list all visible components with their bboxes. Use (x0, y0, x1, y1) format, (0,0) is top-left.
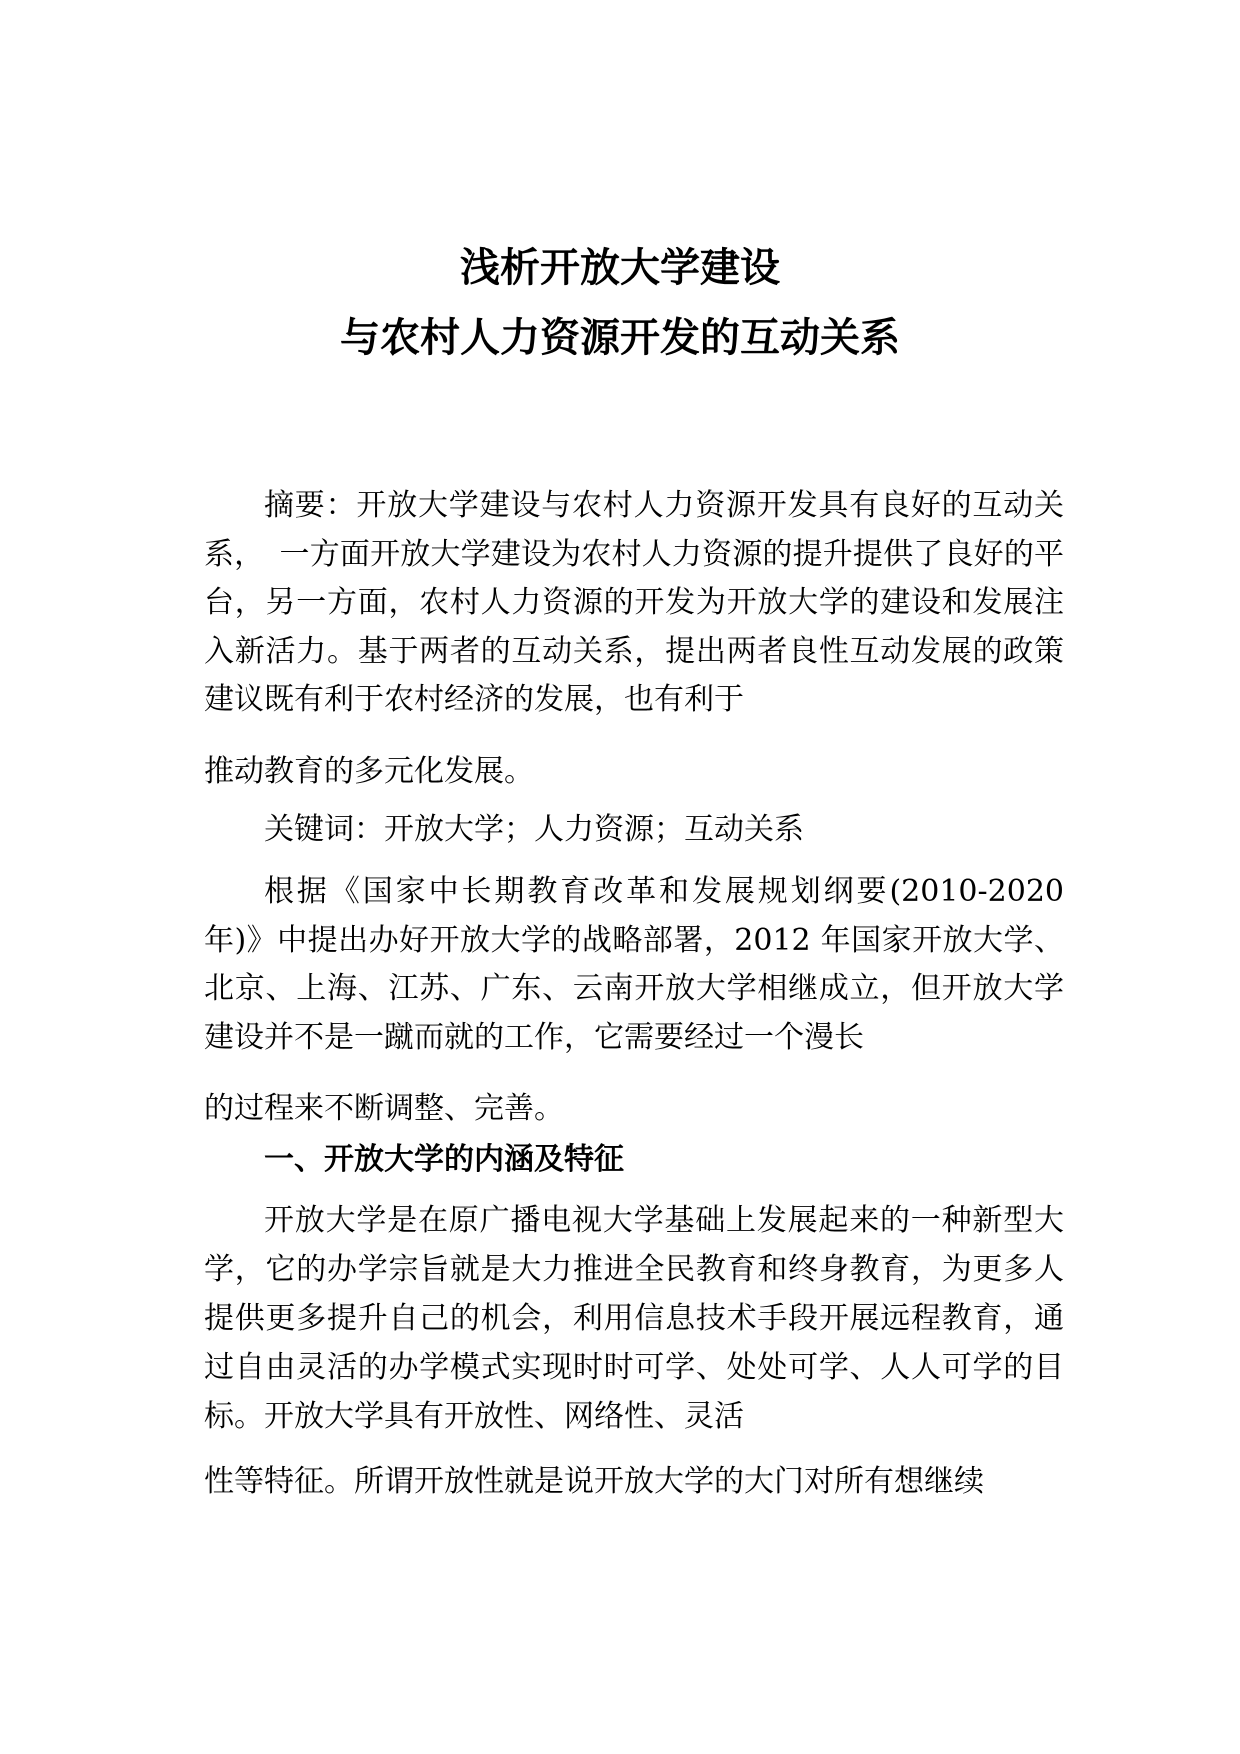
intro-paragraph: 根据《国家中长期教育改革和发展规划纲要(2010-2020年)》中提出办好开放大学的战略部署，2012 年国家开放大学、北京、上海、江苏、广东、云南开放大学相继成立，但开放大学建设并不是一蹴而就的工作，它需要经过一个漫长 (204, 874, 1064, 1055)
section-1-paragraph: 开放大学是在原广播电视大学基础上发展起来的一种新型大学，它的办学宗旨就是大力推进全民教育和终身教育，为更多人提供更多提升自己的机会，利用信息技术手段开展远程教育，通过自由灵活的办学模式实现时时可学、处处可学、人人可学的目标。开放大学具有开放性、网络性、灵活 (204, 1203, 1064, 1434)
keywords-line: 关键词：开放大学；人力资源；互动关系 (264, 812, 804, 847)
section-1-heading: 一、开放大学的内涵及特征 (264, 1142, 624, 1177)
abstract-paragraph-last-line: 推动教育的多元化发展。 (204, 754, 534, 789)
title-line-1: 浅析开放大学建设 (460, 245, 780, 291)
title-line-2: 与农村人力资源开发的互动关系 (340, 315, 900, 361)
abstract-paragraph: 摘要：开放大学建设与农村人力资源开发具有良好的互动关系， 一方面开放大学建设为农村人力资源的提升提供了良好的平台，另一方面，农村人力资源的开发为开放大学的建设和发展注入新活力。基于两者的互动关系，提出两者良性互动发展的政策建议既有利于农村经济的发展，也有利于 (204, 488, 1064, 717)
section-1-paragraph-last-line: 性等特征。所谓开放性就是说开放大学的大门对所有想继续 (204, 1464, 984, 1499)
intro-paragraph-last-line: 的过程来不断调整、完善。 (204, 1091, 564, 1126)
